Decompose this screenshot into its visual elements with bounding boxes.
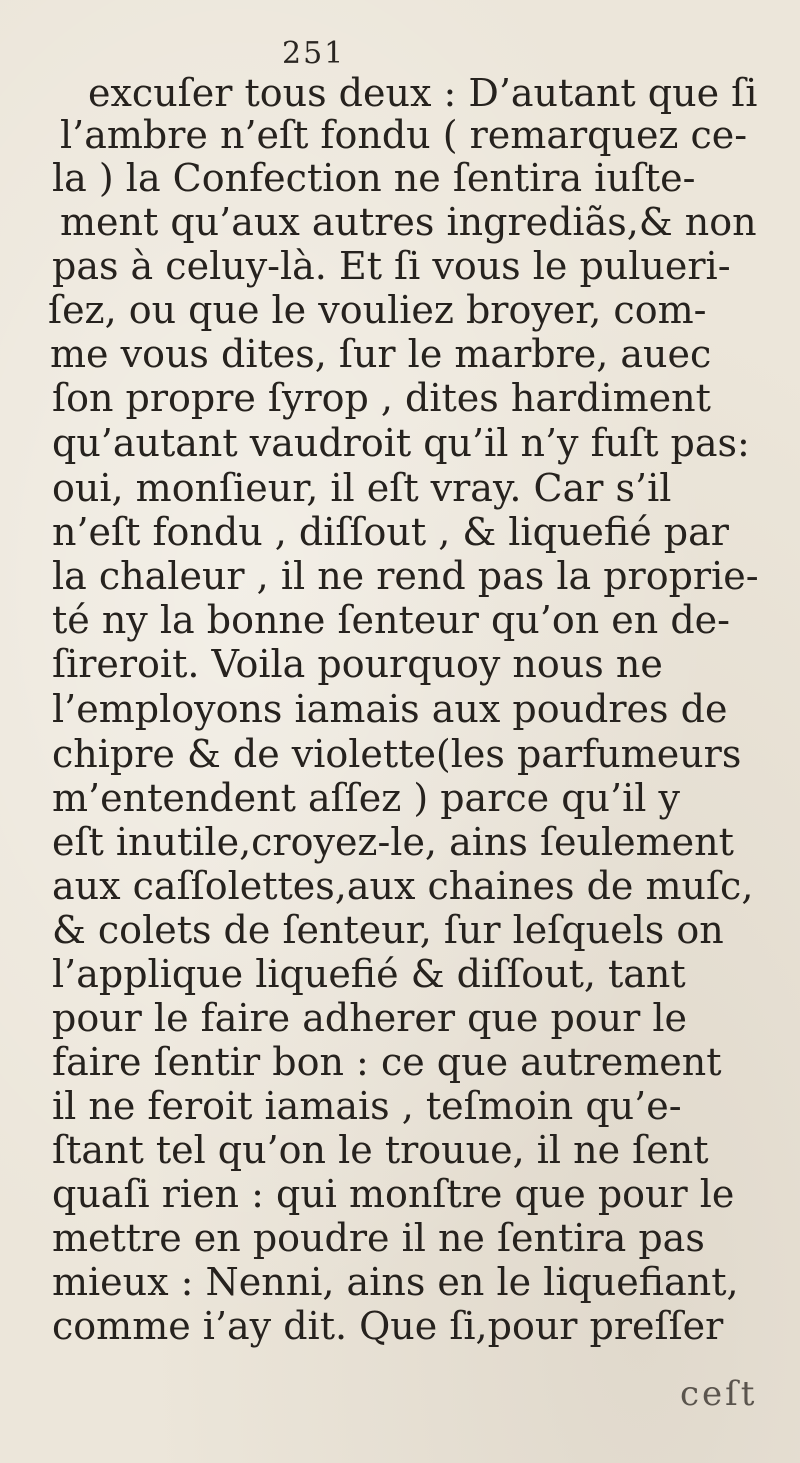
text-line: ment qu’aux autres ingrediãs,& non [60, 200, 757, 244]
text-line: la chaleur , il ne rend pas la proprie- [52, 554, 759, 598]
text-line: oui, monſieur, il eſt vray. Car s’il [52, 466, 672, 510]
text-line: ſtant tel qu’on le trouue, il ne ſent [52, 1128, 709, 1172]
text-line: mieux : Nenni, ains en le liquefiant, [52, 1260, 739, 1304]
text-line: ſon propre ſyrop , dites hardiment [52, 376, 711, 420]
text-line: me vous dites, ſur le marbre, auec [50, 332, 712, 376]
text-line: pour le faire adherer que pour le [52, 996, 688, 1040]
text-line: l’employons iamais aux poudres de [52, 687, 728, 731]
text-line: n’eſt fondu , diſſout , & liquefié par [52, 510, 729, 554]
text-line: té ny la bonne ſenteur qu’on en de- [52, 598, 730, 642]
text-line: il ne feroit iamais , teſmoin qu’e- [52, 1084, 682, 1128]
text-line: l’ambre n’eſt fondu ( remarquez ce- [60, 113, 748, 157]
text-line: chipre & de violette(les parfumeurs [52, 732, 742, 776]
text-line: & colets de ſenteur, ſur leſquels on [52, 908, 724, 952]
page-number: 251 [282, 36, 346, 71]
text-line: m’entendent aſſez ) parce qu’il y [52, 776, 680, 820]
text-line: mettre en poudre il ne ſentira pas [52, 1216, 705, 1260]
text-line: comme i’ay dit. Que ſi,pour preſſer [52, 1304, 724, 1348]
catchword: ceſt [680, 1374, 758, 1414]
text-line: pas à celuy-là. Et ſi vous le pulueri- [52, 244, 731, 288]
text-line: ſireroit. Voila pourquoy nous ne [52, 642, 663, 686]
text-line: quaſi rien : qui monſtre que pour le [52, 1172, 735, 1216]
text-line: l’applique liquefié & diſſout, tant [52, 952, 686, 996]
text-line: la ) la Confection ne ſentira iuſte- [52, 156, 696, 200]
text-line: qu’autant vaudroit qu’il n’y fuſt pas: [52, 421, 750, 465]
text-line: eſt inutile,croyez-le, ains ſeulement [52, 820, 734, 864]
text-line: aux caſſolettes,aux chaines de muſc, [52, 864, 754, 908]
text-line: faire ſentir bon : ce que autrement [52, 1040, 722, 1084]
text-line: ſez, ou que le vouliez broyer, com- [48, 288, 707, 332]
text-line: excuſer tous deux : D’autant que ſi [88, 71, 758, 115]
